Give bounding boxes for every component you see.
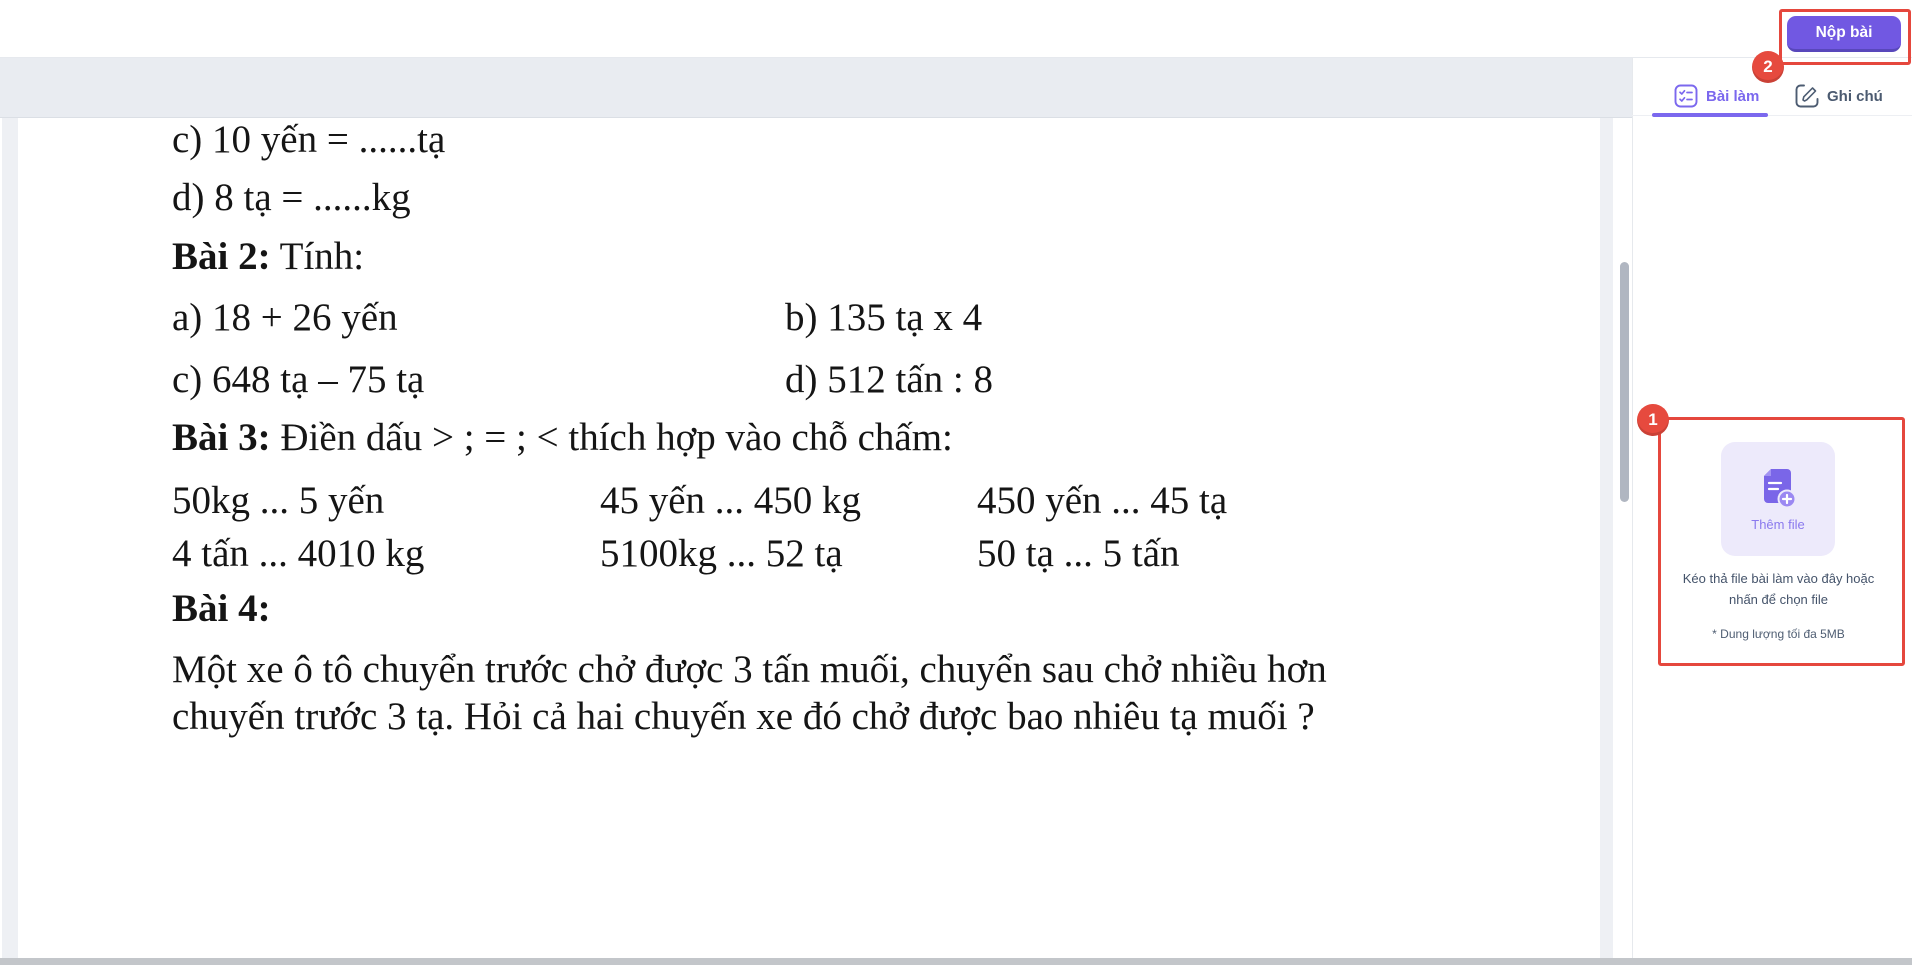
- doc-text: Bài 3: Điền dấu > ; = ; < thích hợp vào chỗ chấm:: [172, 416, 953, 459]
- viewer-toolbar: [0, 57, 1632, 118]
- doc-text: 450 yến ... 45 tạ: [977, 479, 1228, 522]
- tab-notes-label: Ghi chú: [1827, 87, 1883, 105]
- add-file-icon: [1757, 466, 1799, 510]
- add-file-label: Thêm file: [1751, 517, 1805, 532]
- doc-line: [0, 478, 1632, 524]
- doc-line: [0, 415, 1632, 461]
- doc-text: c) 648 tạ – 75 tạ: [172, 358, 425, 401]
- doc-text: 4 tấn ... 4010 kg: [172, 532, 425, 575]
- file-size-note: * Dung lượng tối đa 5MB: [1712, 627, 1845, 641]
- doc-text: [172, 586, 271, 632]
- doc-line: [0, 234, 1632, 280]
- doc-heading: Bài 2:: [172, 235, 271, 278]
- tab-work-label: Bài làm: [1706, 87, 1760, 105]
- doc-text: d) 8 tạ = ......kg: [172, 176, 411, 219]
- add-file-dropzone[interactable]: [1721, 442, 1835, 556]
- tab-notes[interactable]: [1795, 84, 1883, 108]
- doc-text: d) 512 tấn : 8: [785, 358, 993, 401]
- top-bar: [0, 0, 1912, 58]
- doc-text: Bài 2: Tính:: [172, 235, 365, 278]
- step-badge-1: 1: [1637, 404, 1669, 436]
- dropzone-hint-line2: nhấn để chọn file: [1728, 592, 1829, 607]
- step-badge-2: 2: [1752, 51, 1784, 83]
- dropzone-hint-line1: Kéo thả file bài làm vào đây hoặc: [1682, 571, 1875, 586]
- doc-text: a) 18 + 26 yến: [172, 296, 398, 339]
- doc-line: [0, 531, 1632, 577]
- doc-text: c) 10 yến = ......tạ: [172, 118, 446, 161]
- doc-heading: Bài 4:: [172, 587, 271, 630]
- doc-text: 50 tạ ... 5 tấn: [977, 532, 1180, 575]
- doc-line: [0, 295, 1632, 341]
- active-tab-underline: [1652, 113, 1768, 117]
- doc-text: 5100kg ... 52 tạ: [600, 532, 843, 575]
- doc-text: chuyến trước 3 tạ. Hỏi cả hai chuyến xe đó chở được bao nhiêu tạ muối ?: [172, 695, 1315, 738]
- doc-line: [0, 694, 1632, 740]
- doc-text: b) 135 tạ x 4: [785, 296, 983, 339]
- doc-line: [0, 117, 1632, 163]
- doc-text: 45 yến ... 450 kg: [600, 479, 862, 522]
- submit-button[interactable]: Nộp bài: [1787, 16, 1901, 52]
- doc-line: [0, 586, 1632, 632]
- doc-line: [0, 357, 1632, 403]
- note-pencil-icon: [1795, 84, 1819, 108]
- window-bottom-edge: [0, 958, 1912, 965]
- doc-line: [0, 647, 1632, 693]
- doc-text: Một xe ô tô chuyển trước chở được 3 tấn muối, chuyển sau chở nhiều hơn: [172, 648, 1327, 691]
- tab-work[interactable]: [1674, 84, 1759, 108]
- doc-text: 50kg ... 5 yến: [172, 479, 385, 522]
- doc-line: [0, 175, 1632, 221]
- checklist-icon: [1674, 84, 1698, 108]
- doc-heading: Bài 3:: [172, 416, 271, 459]
